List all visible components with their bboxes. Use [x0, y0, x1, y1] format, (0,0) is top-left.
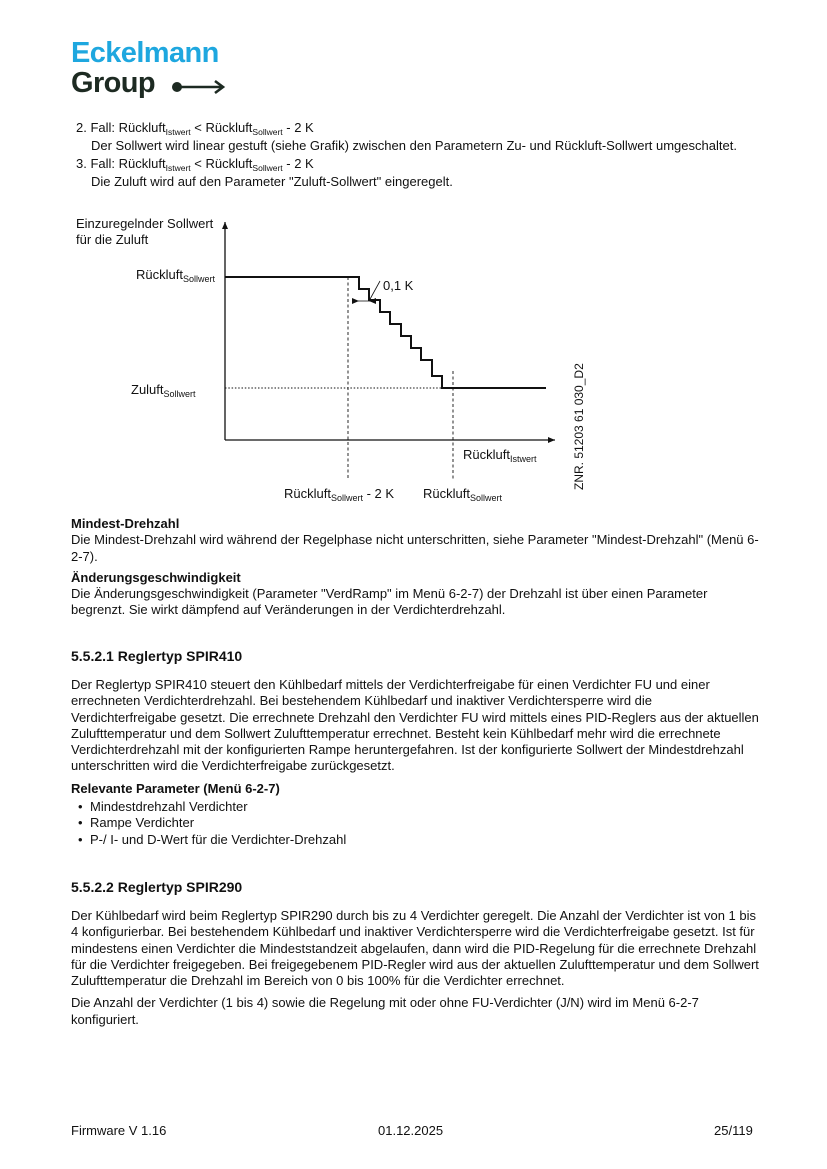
- step-label: 0,1 K: [383, 278, 414, 293]
- heading-5521: 5.5.2.1 Reglertyp SPIR410: [71, 648, 243, 664]
- mindest-text: Die Mindest-Drehzahl wird während der Regelphase nicht unterschritten, siehe Parameter "Mindest-Drehzahl" (Menü 6-2-7).: [71, 532, 759, 564]
- section-5522: [71, 908, 761, 1028]
- list-item: • Rampe Verdichter: [71, 815, 761, 831]
- list-item: • P-/ I- und D-Wert für die Verdichter-Drehzahl: [71, 832, 761, 848]
- section-mindest: [71, 516, 761, 619]
- y-axis-title-line1: Einzuregelnder Sollwert: [76, 216, 214, 231]
- setpoint-diagram: [0, 205, 827, 510]
- heading-5522: 5.5.2.2 Reglertyp SPIR290: [71, 879, 243, 895]
- list-item: • Mindestdrehzahl Verdichter: [71, 799, 761, 815]
- s5522-text1: Der Kühlbedarf wird beim Reglertyp SPIR290 durch bis zu 4 Verdichter geregelt. Die Anzahl der Verdichter ist von 1 bis 4 konfigurierbar. Bei bestehendem Kühlbedarf und inaktiver Verdichtersperre wird die Verdichterfreigabe gesetzt. Ist für mindestens einen Verdichter die Mindeststandzeit abgelaufen, dann wird die PID-Regelung für die errechnete Drehzahl für die Verdichter freigegeben. Bei freigegebenem PID-Regler wird aus der aktuellen Zulufttemperatur und dem Sollwert Zulufttemperatur die Drehzahl im Bereich von 0 bis 100% für die Verdichter errechnet.: [71, 908, 759, 989]
- label-zuluft-sollwert: Zuluft$_{Sollwert}$: [131, 382, 196, 399]
- relevant-list: [71, 799, 761, 848]
- aenderung-title: Änderungsgeschwindigkeit: [71, 569, 241, 585]
- setpoint-curve: [225, 277, 546, 388]
- footer-firmware: Firmware V 1.16: [71, 1123, 167, 1138]
- xtick-sollwert-minus-2k: Rückluft$_{Sollwert}$ - 2 K: [284, 486, 395, 503]
- x-axis-label: Rückluft$_{Istwert}$: [463, 447, 537, 464]
- section-5521: [71, 677, 761, 848]
- aenderung-text: Die Änderungsgeschwindigkeit (Parameter "VerdRamp" im Menü 6-2-7) der Drehzahl ist über einen Parameter begrenzt. Sie wirkt dämpfend auf Veränderungen in der Verdichterdrehzahl.: [71, 586, 708, 618]
- case-3-desc: Die Zuluft wird auf den Parameter "Zuluft-Sollwert" eingeregelt.: [91, 173, 453, 189]
- logo-eckelmann: Eckelmann: [71, 37, 219, 69]
- s5522-text2: Die Anzahl der Verdichter (1 bis 4) sowie die Regelung mit oder ohne FU-Verdichter (J/N) wird im Menü 6-2-7 konfiguriert.: [71, 995, 699, 1027]
- footer-date: 01.12.2025: [378, 1123, 444, 1138]
- case-list: [76, 120, 766, 190]
- relevant-title: Relevante Parameter (Menü 6-2-7): [71, 780, 280, 796]
- footer-page: 25/119: [714, 1123, 753, 1138]
- s5521-text: Der Reglertyp SPIR410 steuert den Kühlbedarf mittels der Verdichterfreigabe für einen Verdichter FU und einer errechneten Verdichterdrehzahl. Bei bestehendem Kühlbedarf und inaktiver Verdichtersperre wird die Verdichterfreigabe gesetzt. Die errechnete Drehzahl den Verdichter FU wird mittels eines PID-Reglers aus der aktuellen Zulufttemperatur und dem Sollwert Zulufttemperatur errechnet. Besteht kein Kühlbedarf mehr wird die errechnete Verdichterdrehzahl mit der konfigurierten Rampe heruntergefahren. Ist der konfigurierte Sollwert der Mindestdrehzahl unterschritten wird die Verdichterfreigabe zurückgesetzt.: [71, 677, 759, 774]
- case-3-title: 3. Fall: Rückluft$_{Istwert}$ < Rückluft$_{Sollwert}$ - 2 K: [76, 155, 314, 173]
- label-rueckluft-sollwert: Rückluft$_{Sollwert}$: [136, 267, 215, 284]
- logo-group: Group: [71, 67, 155, 99]
- logo-arrow-icon: [170, 77, 230, 97]
- case-2-desc: Der Sollwert wird linear gestuft (siehe Grafik) zwischen den Parametern Zu- und Rückluft-Sollwert umgeschaltet.: [91, 138, 737, 154]
- mindest-title: Mindest-Drehzahl: [71, 516, 180, 531]
- drawing-number: ZNR. 51203 61 030_D2: [572, 363, 586, 490]
- case-2-title: 2. Fall: Rückluft$_{Istwert}$ < Rückluft$_{Sollwert}$ - 2 K: [76, 120, 314, 137]
- y-axis-title-line2: für die Zuluft: [76, 232, 149, 247]
- xtick-sollwert: Rückluft$_{Sollwert}$: [423, 486, 502, 503]
